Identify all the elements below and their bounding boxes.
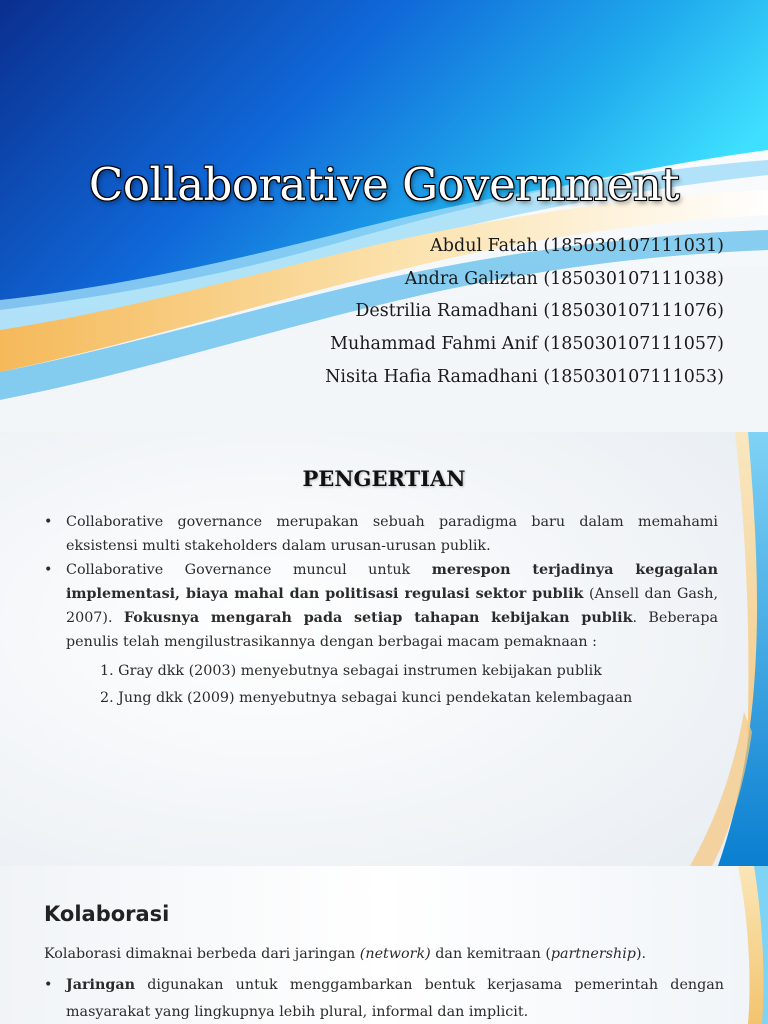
intro-text: ). [635, 946, 647, 962]
bullet-text: . Beberapa penulis telah mengilustrasikannya dengan berbagai macam pemaknaan : [66, 610, 718, 650]
intro-italic-text: (network) [359, 946, 431, 962]
bullet-bold-text: merespon terjadinya kegagalan implementasi, biaya mahal dan politisasi regulasi sektor publik [66, 562, 718, 602]
section-heading: PENGERTIAN [302, 466, 466, 491]
intro-paragraph [44, 946, 646, 962]
numbered-list [100, 658, 632, 712]
intro-text: dan kemitraan ( [430, 946, 551, 962]
bullet-bold-text: Fokusnya mengarah pada setiap tahapan kebijakan publik [123, 610, 633, 626]
author-item: Abdul Fatah (185030107111031) [430, 236, 724, 256]
author-item: Nisita Hafia Ramadhani (185030107111053) [325, 366, 724, 387]
bullet-text: digunakan untuk menggambarkan bentuk kerjasama pemerintah dengan masyarakat yang lingkupnya lebih plural, informal dan implicit. [66, 977, 724, 1020]
presentation-title: Collaborative Government [88, 158, 680, 211]
slide-pengertian [0, 432, 768, 866]
bullet-item [42, 510, 718, 558]
slide-kolaborasi [0, 866, 768, 1024]
kolaborasi-list [42, 972, 724, 1024]
intro-text: Kolaborasi dimaknai berbeda dari jaringan [44, 946, 360, 962]
bullet-text: Collaborative governance merupakan sebuah paradigma baru dalam memahami eksistensi multi stakeholders dalam urusan-urusan publik. [66, 514, 718, 554]
bullet-item [42, 558, 718, 654]
section-heading: Kolaborasi [44, 902, 170, 926]
definition-list [42, 510, 718, 654]
intro-italic-text: partnership [550, 946, 636, 962]
author-list [325, 232, 724, 395]
numbered-item: 2. Jung dkk (2009) menyebutnya sebagai kunci pendekatan kelembagaan [100, 690, 633, 706]
slide-title [0, 0, 768, 432]
author-item: Destrilia Ramadhani (185030107111076) [355, 301, 724, 322]
bullet-bold-text: Jaringan [66, 977, 136, 993]
author-item: Muhammad Fahmi Anif (185030107111057) [330, 334, 724, 355]
bullet-text: (Ansell dan Gash, 2007). [66, 586, 719, 626]
bullet-item [42, 972, 724, 1024]
author-item: Andra Galiztan (185030107111038) [404, 268, 724, 289]
bullet-text: Collaborative Governance muncul untuk [66, 562, 432, 578]
numbered-item: 1. Gray dkk (2003) menyebutnya sebagai instrumen kebijakan publik [100, 663, 602, 679]
